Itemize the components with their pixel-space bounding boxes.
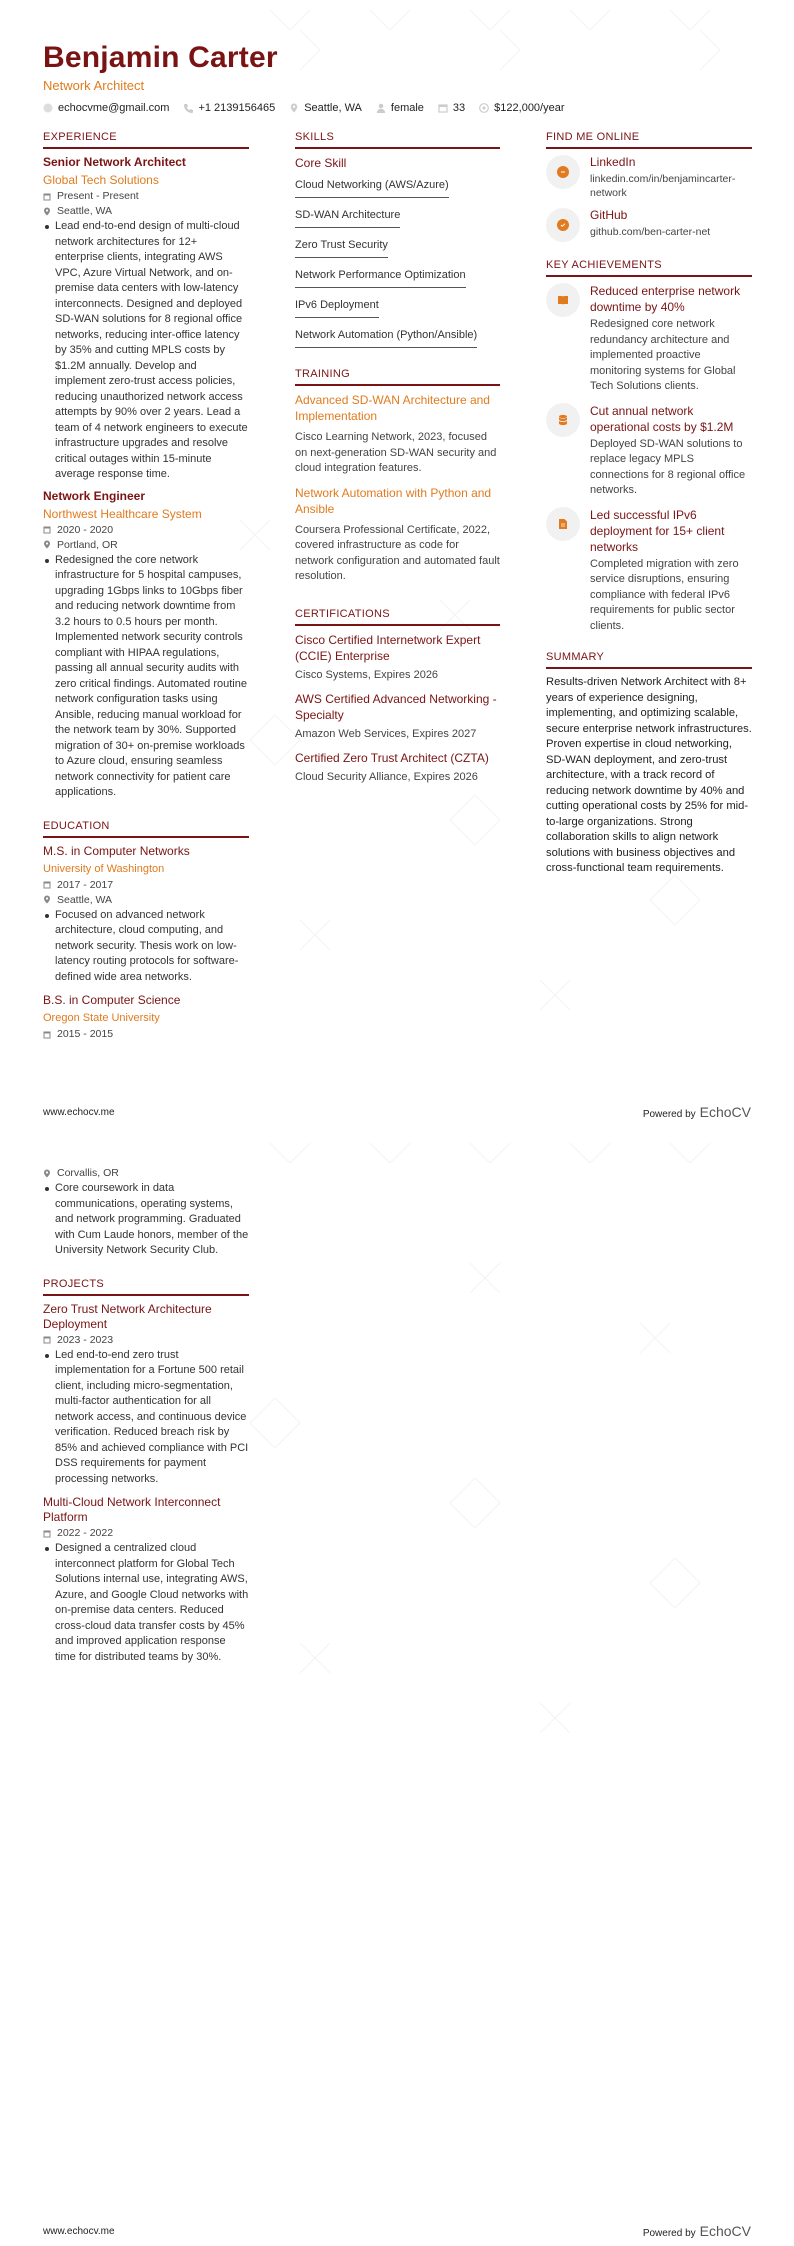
document-icon [557,518,569,530]
online-name[interactable]: LinkedIn [590,155,636,169]
experience-item [43,155,249,483]
education-item [43,844,249,986]
school-name: University of Washington [43,862,165,875]
calendar-icon [43,1529,51,1538]
footer-brand [643,2223,751,2239]
linkedin-icon-badge [546,155,580,189]
resume-page-2 [0,1123,794,2246]
job-dates [43,189,249,203]
footer-site-link[interactable]: www.echocv.me [43,2225,115,2237]
job-title: Senior Network Architect [43,155,186,169]
email-icon [43,103,53,113]
github-icon-badge [546,208,580,242]
skill-item [295,205,500,235]
location-pin-icon [43,895,51,904]
skill-item [295,175,500,205]
achievement-item [546,283,752,395]
calendar-icon [43,880,51,889]
education-heading: EDUCATION [43,819,249,838]
online-url[interactable]: github.com/ben-carter-net [590,226,711,238]
github-icon [557,219,569,231]
calendar-icon [43,525,51,534]
job-description: Lead end-to-end design of multi-cloud network architectures for 12+ enterprise clients, integrating AWS VPC, Azure Virtual Network, and on-premise data centers with low-latency interconnects. Designed and deployed SD-WAN solutions for 8 regional office networks, reducing inter-office latency by 35% and cutting MPLS costs by $1.2M annually. Develop and implement zero-trust access policies, reducing unauthorized network access attempts by 90% over 2 years. Lead a team of 4 network engineers to execute infrastructure upgrades and resolve critical outages within 15-minute average response time. [43,219,249,483]
gender-text: female [390,102,424,114]
degree-title: M.S. in Computer Networks [43,843,190,858]
job-dates [43,523,249,537]
projects-heading: PROJECTS [43,1277,249,1296]
location-pin-icon [289,103,299,113]
skills-group-title: Core Skill [295,156,347,170]
education-item [43,993,249,1041]
footer-brand [643,1104,751,1120]
project-title: Multi-Cloud Network Interconnect Platform [43,1495,221,1524]
training-title: Network Automation with Python and Ansible [295,485,492,516]
calendar-icon [43,1335,51,1344]
brand-logo-text[interactable]: EchoCV [699,2223,751,2239]
job-location [43,538,249,552]
school-name: Oregon State University [43,1012,160,1024]
page-footer [43,2223,751,2239]
email-text: echocvme@gmail.com [58,102,170,114]
skill-label: Cloud Networking (AWS/Azure) [295,176,449,198]
degree-title: B.S. in Computer Science [43,993,181,1007]
certification-title: Certified Zero Trust Architect (CZTA) [295,750,489,765]
calendar-icon [438,103,448,113]
job-location [43,204,249,218]
powered-by-text: Powered by [642,1109,696,1120]
right-column [546,130,752,877]
training-item [295,392,500,477]
resume-header [43,40,763,114]
achievement-icon-badge [546,507,580,541]
certification-item [295,691,500,742]
project-dates [43,1526,249,1540]
location-pin-icon [43,540,51,549]
online-heading: FIND ME ONLINE [546,130,752,149]
achievement-title: Led successful IPv6 deployment for 15+ client networks [590,507,725,554]
linkedin-icon [557,166,569,178]
skill-label: SD-WAN Architecture [295,206,400,228]
skills-heading: SKILLS [295,130,500,149]
online-url[interactable]: linkedin.com/in/benjamincarter-network [590,173,736,199]
database-icon [557,414,569,426]
education-description: Core coursework in data communications, operating systems, and network programming. Graduated with Cum Laude honors, member of the University Network Security Club. [43,1181,249,1259]
date-range: 2017 - 2017 [57,878,114,891]
company-name: Global Tech Solutions [43,173,159,187]
contact-salary [479,102,564,114]
user-icon [376,103,386,113]
certification-issuer: Cloud Security Alliance, Expires 2026 [295,770,478,783]
skill-label: Network Automation (Python/Ansible) [295,326,477,348]
skill-label: Network Performance Optimization [295,266,466,288]
date-range: 2020 - 2020 [57,523,114,536]
achievement-item [546,507,752,635]
company-name: Northwest Healthcare System [43,506,202,521]
skill-label: IPv6 Deployment [295,296,379,318]
certification-title: Cisco Certified Internetwork Expert (CCIE) Enterprise [295,632,481,663]
phone-icon [183,103,193,113]
contact-bar [43,102,763,114]
education-location [43,893,249,907]
education-dates [43,1027,249,1041]
online-name[interactable]: GitHub [590,208,628,222]
location-text: Corvallis, OR [57,1167,119,1179]
location-pin-icon [43,1169,51,1178]
achievement-icon-badge [546,403,580,437]
candidate-name: Benjamin Carter [43,41,278,74]
location-text: Seattle, WA [57,893,113,906]
job-description: Redesigned the core network infrastructure for 5 hospital campuses, upgrading 1Gbps links to 10Gbps fiber and reducing network downtime from 3.2 hours to 0.5 hours per month. Implemented network security controls compliant with HIPAA regulations, passing all annual security audits with zero critical findings. Automated routine network configuration tasks using Ansible, reducing manual workload for the network team by 30%. Supported migration of 30+ on-premise workloads to Azure cloud, ensuring seamless network connectivity for patient care applications. [43,553,249,801]
education-location [43,1166,249,1180]
experience-item [43,489,249,801]
training-heading: TRAINING [295,367,500,386]
footer-site-link[interactable]: www.echocv.me [43,1106,115,1118]
location-pin-icon [43,207,51,216]
skill-item [295,235,500,265]
book-icon [557,294,569,306]
calendar-icon [43,192,51,201]
achievement-icon-badge [546,283,580,317]
project-item [43,1495,249,1665]
training-description: Cisco Learning Network, 2023, focused on next-generation SD-WAN security and cloud integration features. [295,431,497,474]
achievement-description: Completed migration with zero service disruptions, ensuring compliance with federal IPv6 requirements for public sector clients. [590,557,739,632]
salary-icon [479,103,489,113]
online-linkedin[interactable] [546,155,752,200]
location-text: Portland, OR [57,538,118,551]
training-item [295,485,500,585]
project-title: Zero Trust Network Architecture Deployment [43,1301,212,1331]
training-description: Coursera Professional Certificate, 2022, covered infrastructure as code for network configuration and automated fault resolution. [295,523,500,582]
contact-gender [376,102,424,114]
experience-heading: EXPERIENCE [43,130,249,149]
candidate-title: Network Architect [43,78,145,93]
contact-age [438,102,465,114]
date-range: 2015 - 2015 [57,1028,114,1040]
job-title: Network Engineer [43,488,146,503]
powered-by-text: Powered by [642,2228,696,2239]
project-description: Designed a centralized cloud interconnect platform for Global Tech Solutions internal use, integrating AWS, Azure, and Google Cloud networks with on-premise data centers. Reduced cross-cloud data transfer costs by 45% and improved application response time for distributed teams by 30%. [43,1541,249,1665]
location-text: Seattle, WA [304,102,362,114]
certification-item [295,632,500,683]
date-range: 2023 - 2023 [57,1333,114,1346]
achievements-heading: KEY ACHIEVEMENTS [546,258,752,277]
left-column [43,130,249,1041]
skill-item [295,265,500,295]
project-item [43,1302,249,1488]
certifications-heading: CERTIFICATIONS [295,607,500,626]
contact-location [289,102,362,114]
calendar-icon [43,1030,51,1039]
achievement-title: Cut annual network operational costs by $1.2M [590,403,734,434]
brand-logo-text[interactable]: EchoCV [699,1104,751,1120]
salary-text: $122,000/year [494,102,565,114]
summary-text: Results-driven Network Architect with 8+ years of experience designing, implementing, and optimizing scalable, secure enterprise network infrastructures. Proven expertise in cloud networking, SD-WAN deployment, and zero-trust architecture, with a track record of reducing network downtime by 40% and cutting operational costs by 25% for mid-to-large organizations. Strong collaboration skills to align network solutions with business objectives and cross-functional team requirements. [546,676,752,874]
date-range: Present - Present [57,190,139,202]
education-dates [43,878,249,892]
phone-text: +1 2139156465 [198,102,276,114]
certification-issuer: Cisco Systems, Expires 2026 [295,668,439,681]
left-column-continued [43,1165,249,1665]
education-description: Focused on advanced network architecture, cloud computing, and network security. Thesis work on low-latency routing protocols for software-defined wide area networks. [43,908,249,986]
location-text: Seattle, WA [57,205,113,217]
achievement-description: Redesigned core network redundancy architecture and implemented proactive monitoring systems for Global Tech Solutions clients. [590,318,736,392]
training-title: Advanced SD-WAN Architecture and Implementation [295,393,490,423]
certification-issuer: Amazon Web Services, Expires 2027 [295,727,477,740]
middle-column [295,130,500,785]
contact-email[interactable] [43,102,169,114]
project-description: Led end-to-end zero trust implementation for a Fortune 500 retail client, including micro-segmentation, multi-factor authentication for all network access, and continuous device verification. Reduced breach risk by 85% and achieved compliance with PCI DSS requirements for payment processing networks. [43,1348,249,1488]
contact-phone[interactable] [183,102,275,114]
certification-item [295,750,500,785]
achievement-item [546,403,752,499]
skill-item [295,325,500,355]
age-text: 33 [452,102,466,114]
achievement-description: Deployed SD-WAN solutions to replace legacy MPLS connections for 8 regional office networks. [590,437,746,496]
summary-heading: SUMMARY [546,650,752,669]
skill-label: Zero Trust Security [295,236,388,258]
online-github[interactable] [546,208,752,242]
project-dates [43,1333,249,1347]
certification-title: AWS Certified Advanced Networking - Specialty [295,691,497,722]
achievement-title: Reduced enterprise network downtime by 40% [590,284,741,314]
skill-item [295,295,500,325]
page-footer [43,1104,751,1120]
date-range: 2022 - 2022 [57,1527,114,1539]
